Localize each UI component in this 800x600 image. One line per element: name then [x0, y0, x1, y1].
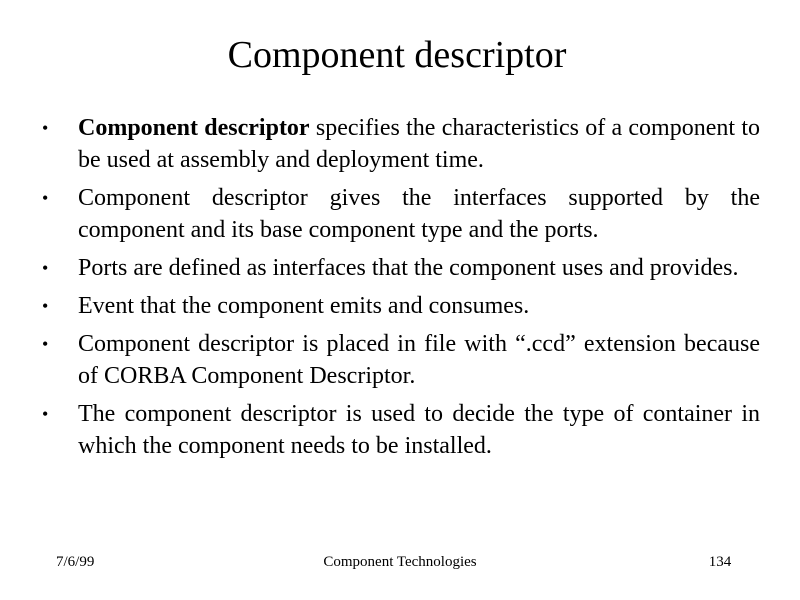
- bullet-item: [42, 182, 760, 246]
- bullet-icon: •: [42, 334, 49, 354]
- footer-date: 7/6/99: [56, 554, 95, 570]
- bullet-item: [42, 252, 760, 284]
- bullet-icon: •: [42, 296, 49, 316]
- bullet-item: [42, 112, 760, 176]
- bullet-icon: •: [42, 118, 49, 138]
- footer-title: Component Technologies: [323, 554, 477, 570]
- bullet-item: [42, 328, 760, 392]
- bullet-text: The component descriptor is used to decide the type of container in which the component needs to be installed.: [78, 401, 760, 459]
- bullet-text: Component descriptor is placed in file with “.ccd” extension because of CORBA Component Descriptor.: [78, 331, 760, 389]
- bullet-text: specifies the characteristics of a component to be used at assembly and deployment time.: [78, 115, 760, 173]
- bullet-icon: •: [42, 404, 49, 424]
- bullet-item: [42, 398, 760, 462]
- bullet-list: [42, 112, 760, 468]
- bullet-item: [42, 290, 760, 322]
- slide-title: Component descriptor: [227, 34, 567, 76]
- bullet-text: Ports are defined as interfaces that the component uses and provides.: [78, 255, 739, 281]
- bullet-lead: Component descriptor: [78, 115, 310, 141]
- bullet-icon: •: [42, 188, 49, 208]
- bullet-text: Event that the component emits and consumes.: [78, 293, 530, 319]
- footer-page-number: 134: [708, 554, 732, 570]
- bullet-text: Component descriptor gives the interfaces supported by the component and its base component type and the ports.: [78, 185, 760, 243]
- bullet-icon: •: [42, 258, 49, 278]
